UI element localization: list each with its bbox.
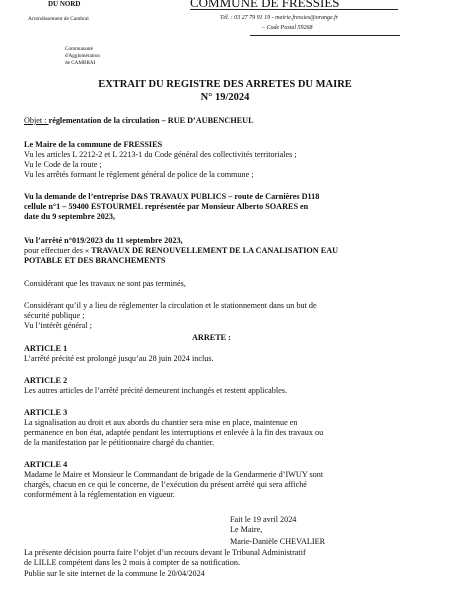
article-3-heading: ARTICLE 3 bbox=[24, 408, 68, 417]
article-3-line-2: permanence en bon état, adaptée pendant les interruptions et enlevée à la fin des travaux ou bbox=[24, 428, 324, 437]
considerant-2a: Considérant qu’il y a lieu de réglementer la circulation et le stationnement dans un but de bbox=[24, 301, 317, 310]
article-1-heading: ARTICLE 1 bbox=[24, 344, 68, 353]
header-rule bbox=[190, 9, 398, 10]
department-name: DU NORD bbox=[48, 0, 81, 8]
considerant-2b: sécurité publique ; bbox=[24, 311, 85, 320]
vu-reglement: Vu les arrêtés formant le règlement général de police de la commune ; bbox=[24, 170, 254, 179]
object-line bbox=[24, 116, 254, 126]
agglomeration-line-3: de CAMBRAI bbox=[65, 60, 96, 66]
agglomeration-line-1: Communauté bbox=[65, 46, 93, 52]
arrondissement: Arrondissement de Cambrai bbox=[28, 16, 89, 22]
article-4-line-2: chargés, chacun en ce qui le concerne, de l’exécution du présent arrêté qui sera affiché bbox=[24, 480, 307, 489]
demande-line-3: date du 9 septembre 2023, bbox=[24, 212, 116, 221]
agglomeration-block bbox=[65, 46, 100, 67]
considerant-1: Considérant que les travaux ne sont pas terminés, bbox=[24, 279, 186, 288]
commune-title: COMMUNE DE FRESSIES bbox=[190, 0, 340, 10]
article-4-line-3: conformément à la réglementation en vigueur. bbox=[24, 490, 175, 499]
considerant-3: Vu l’intérêt général ; bbox=[24, 321, 92, 330]
document-title: EXTRAIT DU REGISTRE DES ARRETES DU MAIRE bbox=[98, 79, 352, 90]
arrete-ref-plain: pour effectuer des « bbox=[24, 246, 92, 255]
article-2-heading: ARTICLE 2 bbox=[24, 376, 68, 385]
object-label: Objet : bbox=[24, 116, 49, 125]
signature-role: Le Maire, bbox=[230, 525, 263, 534]
publication-line: Publie sur le site internet de la commune le 20/04/2024 bbox=[24, 569, 205, 578]
recours-line-1: La présente décision pourra faire l’objet d’un recours devant le Tribunal Administratif bbox=[24, 548, 306, 557]
decree-number: N° 19/2024 bbox=[200, 92, 250, 103]
article-1-text: L’arrêté précité est prolongé jusqu’au 28 juin 2024 inclus. bbox=[24, 354, 214, 363]
signature-name: Marie-Danièle CHEVALIER bbox=[230, 537, 326, 546]
commune-postal-code: – Code Postal 59268 bbox=[262, 25, 313, 31]
article-2-text: Les autres articles de l’arrêté précité demeurent inchangés et restent applicables. bbox=[24, 386, 288, 395]
arrete-ref-line-2 bbox=[24, 246, 338, 256]
commune-contact: Tél. : 03 27 79 91 19 - mairie.fressies@orange.fr bbox=[220, 15, 339, 21]
arrete-ref-line-3: POTABLE ET DES BRANCHEMENTS bbox=[24, 256, 166, 265]
agglomeration-line-2: d'Agglomération bbox=[65, 53, 100, 59]
mayor-intro: Le Maire de la commune de FRESSIES bbox=[24, 140, 163, 149]
article-3-line-1: La signalisation au droit et aux abords du chantier sera mise en place, maintenue en bbox=[24, 418, 298, 427]
article-3-line-3: de la manifestation par le pétitionnaire chargé du chantier. bbox=[24, 438, 215, 447]
arrete-ref-bold: TRAVAUX DE RENOUVELLEMENT DE LA CANALISATION EAU bbox=[91, 246, 339, 255]
arrete-label: ARRETE : bbox=[192, 333, 231, 342]
vu-code-route: Vu le Code de la route ; bbox=[24, 160, 102, 169]
vu-articles: Vu les articles L 2212-2 et L 2213-1 du Code général des collectivités territoriales ; bbox=[24, 150, 297, 159]
article-4-line-1: Madame le Maire et Monsieur le Commandant de brigade de la Gendarmerie d’IWUY sont bbox=[24, 470, 324, 479]
arrete-ref-line-1: Vu l’arrêté n°019/2023 du 11 septembre 2023, bbox=[24, 236, 183, 245]
demande-line-1: Vu la demande de l’entreprise D&S TRAVAUX PUBLICS – route de Carnières D118 bbox=[24, 192, 320, 201]
article-4-heading: ARTICLE 4 bbox=[24, 460, 68, 469]
recours-line-2: de LILLE compétent dans les 2 mois à compter de sa notification. bbox=[24, 558, 240, 567]
object-text: réglementation de la circulation – RUE D’AUBENCHEUL bbox=[48, 116, 254, 125]
demande-line-2: cellule n°1 – 59400 ESTOURMEL représentée par Monsieur Alberto SOARES en bbox=[24, 202, 309, 211]
signature-date: Fait le 19 avril 2024 bbox=[230, 515, 297, 524]
contact-rule bbox=[250, 35, 400, 36]
